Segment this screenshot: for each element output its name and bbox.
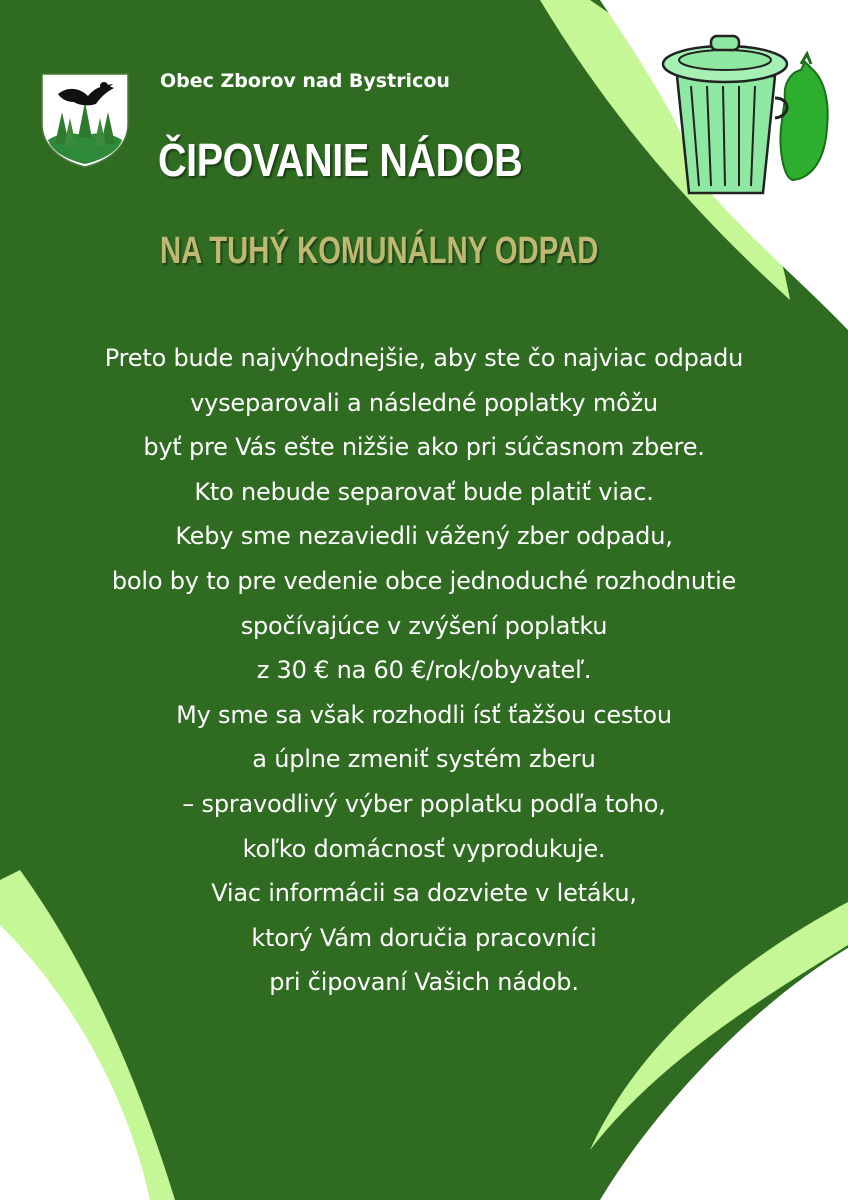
body-line: My sme sa však rozhodli ísť ťažšou cestou [176,700,672,729]
body-line: – spravodlivý výber poplatku podľa toho, [182,789,666,818]
page-title: ČIPOVANIE NÁDOB [158,134,523,186]
body-line: Keby sme nezaviedli vážený zber odpadu, [175,522,673,551]
body-line: koľko domácnosť vyprodukuje. [242,834,606,863]
body-line: Kto nebude separovať bude platiť viac. [194,477,654,506]
body-line: Preto bude najvýhodnejšie, aby ste čo najviac odpadu [104,344,744,372]
body-line: byť pre Vás ešte nižšie ako pri súčasnom zbere. [143,433,705,462]
body-line: a úplne zmeniť systém zberu [252,745,596,774]
body-text [20,336,828,1005]
body-line: z 30 € na 60 €/rok/obyvateľ. [256,656,592,685]
body-line: spočívajúce v zvýšení poplatku [240,611,608,640]
body-line: vyseparovali a následné poplatky môžu [190,388,658,417]
body-line: bolo by to pre vedenie obce jednoduché rozhodnutie [111,566,737,595]
body-line: ktorý Vám doručia pracovníci [251,923,597,952]
coat-of-arms-icon [40,72,130,168]
page-subtitle: NA TUHÝ KOMUNÁLNY ODPAD [160,230,599,272]
body-line: pri čipovaní Vašich nádob. [269,968,579,997]
trash-bin-icon [655,28,830,198]
body-line: Viac informácii sa dozviete v letáku, [211,879,637,908]
garbage-bag-icon [781,62,828,180]
municipality-name: Obec Zborov nad Bystricou [160,70,450,92]
